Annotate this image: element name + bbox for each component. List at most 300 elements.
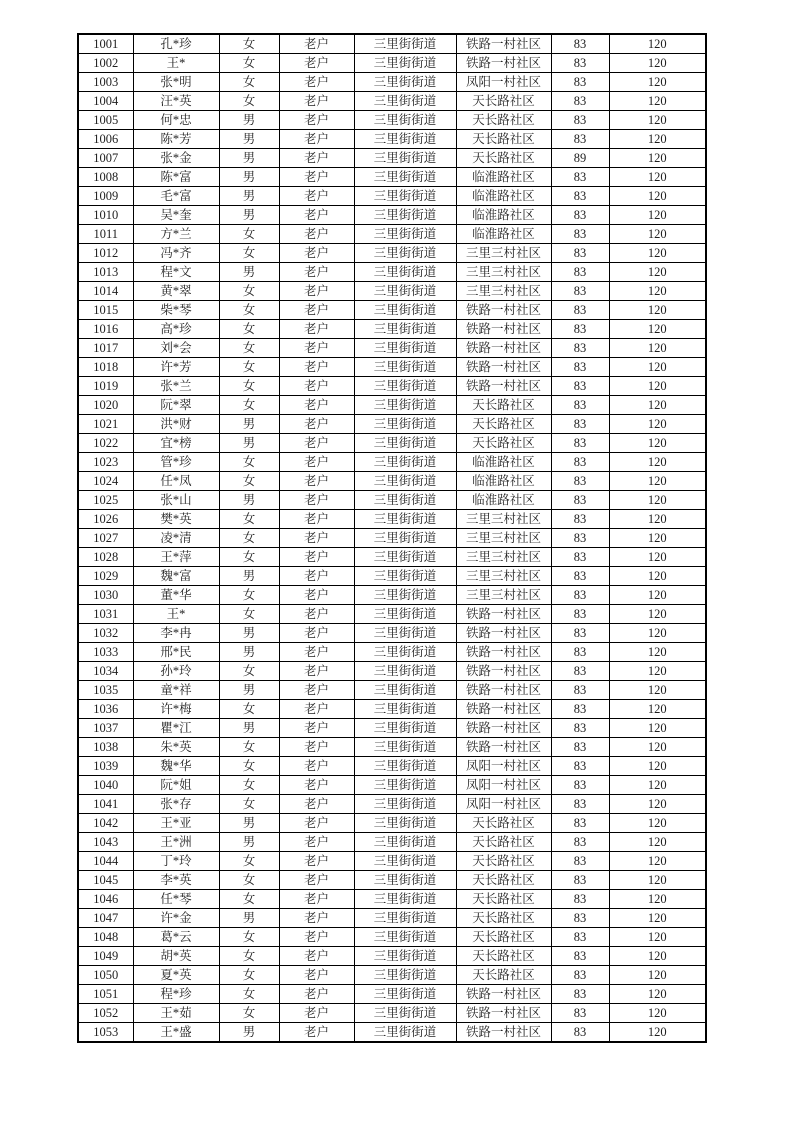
cell-amount: 120 xyxy=(609,1023,706,1043)
cell-gender: 女 xyxy=(219,795,279,814)
cell-amount: 120 xyxy=(609,624,706,643)
cell-street: 三里街街道 xyxy=(354,1023,456,1043)
cell-amount: 120 xyxy=(609,833,706,852)
cell-community: 凤阳一村社区 xyxy=(456,776,551,795)
cell-name: 许*金 xyxy=(133,909,219,928)
cell-age: 83 xyxy=(551,472,609,491)
cell-street: 三里街街道 xyxy=(354,700,456,719)
cell-gender: 女 xyxy=(219,377,279,396)
cell-name: 阮*翠 xyxy=(133,396,219,415)
cell-household-type: 老户 xyxy=(279,605,354,624)
cell-serial-number: 1026 xyxy=(78,510,133,529)
cell-serial-number: 1052 xyxy=(78,1004,133,1023)
cell-gender: 男 xyxy=(219,434,279,453)
cell-community: 铁路一村社区 xyxy=(456,320,551,339)
cell-serial-number: 1011 xyxy=(78,225,133,244)
cell-street: 三里街街道 xyxy=(354,1004,456,1023)
cell-serial-number: 1047 xyxy=(78,909,133,928)
cell-household-type: 老户 xyxy=(279,909,354,928)
cell-name: 王*亚 xyxy=(133,814,219,833)
table-row xyxy=(78,453,706,472)
cell-age: 83 xyxy=(551,776,609,795)
cell-amount: 120 xyxy=(609,814,706,833)
cell-amount: 120 xyxy=(609,73,706,92)
cell-street: 三里街街道 xyxy=(354,719,456,738)
cell-serial-number: 1038 xyxy=(78,738,133,757)
cell-serial-number: 1044 xyxy=(78,852,133,871)
cell-street: 三里街街道 xyxy=(354,567,456,586)
cell-gender: 女 xyxy=(219,92,279,111)
cell-household-type: 老户 xyxy=(279,681,354,700)
cell-name: 何*忠 xyxy=(133,111,219,130)
cell-name: 王* xyxy=(133,605,219,624)
table-row xyxy=(78,34,706,54)
cell-gender: 女 xyxy=(219,396,279,415)
cell-amount: 120 xyxy=(609,966,706,985)
table-row xyxy=(78,491,706,510)
cell-household-type: 老户 xyxy=(279,130,354,149)
cell-gender: 女 xyxy=(219,605,279,624)
cell-household-type: 老户 xyxy=(279,871,354,890)
cell-age: 83 xyxy=(551,491,609,510)
cell-amount: 120 xyxy=(609,301,706,320)
cell-gender: 男 xyxy=(219,187,279,206)
cell-name: 王*洲 xyxy=(133,833,219,852)
table-row xyxy=(78,282,706,301)
cell-street: 三里街街道 xyxy=(354,833,456,852)
cell-amount: 120 xyxy=(609,985,706,1004)
cell-amount: 120 xyxy=(609,529,706,548)
cell-amount: 120 xyxy=(609,472,706,491)
table-row xyxy=(78,1023,706,1043)
table-row xyxy=(78,73,706,92)
cell-age: 83 xyxy=(551,377,609,396)
cell-community: 临淮路社区 xyxy=(456,225,551,244)
table-row xyxy=(78,244,706,263)
cell-street: 三里街街道 xyxy=(354,757,456,776)
cell-gender: 男 xyxy=(219,1023,279,1043)
cell-age: 83 xyxy=(551,985,609,1004)
cell-household-type: 老户 xyxy=(279,434,354,453)
cell-name: 王*萍 xyxy=(133,548,219,567)
cell-name: 童*祥 xyxy=(133,681,219,700)
cell-name: 张*金 xyxy=(133,149,219,168)
cell-age: 83 xyxy=(551,605,609,624)
cell-name: 董*华 xyxy=(133,586,219,605)
table-row xyxy=(78,643,706,662)
cell-amount: 120 xyxy=(609,567,706,586)
cell-age: 83 xyxy=(551,643,609,662)
cell-street: 三里街街道 xyxy=(354,263,456,282)
cell-amount: 120 xyxy=(609,92,706,111)
cell-household-type: 老户 xyxy=(279,833,354,852)
cell-serial-number: 1007 xyxy=(78,149,133,168)
table-row xyxy=(78,795,706,814)
cell-name: 吴*奎 xyxy=(133,206,219,225)
cell-amount: 120 xyxy=(609,244,706,263)
cell-serial-number: 1006 xyxy=(78,130,133,149)
cell-age: 83 xyxy=(551,871,609,890)
cell-gender: 女 xyxy=(219,244,279,263)
cell-community: 临淮路社区 xyxy=(456,491,551,510)
cell-serial-number: 1045 xyxy=(78,871,133,890)
cell-amount: 120 xyxy=(609,643,706,662)
cell-community: 铁路一村社区 xyxy=(456,700,551,719)
cell-gender: 男 xyxy=(219,643,279,662)
cell-name: 柴*琴 xyxy=(133,301,219,320)
cell-name: 凌*清 xyxy=(133,529,219,548)
cell-community: 临淮路社区 xyxy=(456,168,551,187)
cell-serial-number: 1048 xyxy=(78,928,133,947)
cell-serial-number: 1013 xyxy=(78,263,133,282)
table-row xyxy=(78,529,706,548)
cell-age: 83 xyxy=(551,928,609,947)
cell-street: 三里街街道 xyxy=(354,491,456,510)
cell-street: 三里街街道 xyxy=(354,909,456,928)
cell-serial-number: 1032 xyxy=(78,624,133,643)
cell-street: 三里街街道 xyxy=(354,738,456,757)
cell-age: 83 xyxy=(551,130,609,149)
cell-street: 三里街街道 xyxy=(354,453,456,472)
cell-serial-number: 1028 xyxy=(78,548,133,567)
cell-community: 凤阳一村社区 xyxy=(456,73,551,92)
cell-gender: 男 xyxy=(219,415,279,434)
table-row xyxy=(78,871,706,890)
cell-serial-number: 1049 xyxy=(78,947,133,966)
cell-serial-number: 1016 xyxy=(78,320,133,339)
cell-amount: 120 xyxy=(609,130,706,149)
cell-serial-number: 1008 xyxy=(78,168,133,187)
cell-name: 洪*财 xyxy=(133,415,219,434)
cell-street: 三里街街道 xyxy=(354,377,456,396)
cell-street: 三里街街道 xyxy=(354,472,456,491)
cell-community: 铁路一村社区 xyxy=(456,54,551,73)
cell-street: 三里街街道 xyxy=(354,149,456,168)
cell-community: 天长路社区 xyxy=(456,434,551,453)
table-row xyxy=(78,909,706,928)
cell-household-type: 老户 xyxy=(279,339,354,358)
cell-name: 王* xyxy=(133,54,219,73)
cell-gender: 女 xyxy=(219,890,279,909)
cell-street: 三里街街道 xyxy=(354,890,456,909)
cell-serial-number: 1022 xyxy=(78,434,133,453)
cell-community: 铁路一村社区 xyxy=(456,301,551,320)
cell-name: 魏*富 xyxy=(133,567,219,586)
cell-community: 铁路一村社区 xyxy=(456,358,551,377)
cell-amount: 120 xyxy=(609,1004,706,1023)
cell-community: 天长路社区 xyxy=(456,149,551,168)
table-row xyxy=(78,700,706,719)
cell-age: 83 xyxy=(551,339,609,358)
cell-name: 宜*榜 xyxy=(133,434,219,453)
cell-household-type: 老户 xyxy=(279,662,354,681)
cell-age: 83 xyxy=(551,453,609,472)
cell-household-type: 老户 xyxy=(279,985,354,1004)
table-row xyxy=(78,947,706,966)
cell-name: 高*珍 xyxy=(133,320,219,339)
cell-amount: 120 xyxy=(609,719,706,738)
cell-name: 陈*富 xyxy=(133,168,219,187)
cell-gender: 男 xyxy=(219,263,279,282)
cell-street: 三里街街道 xyxy=(354,776,456,795)
cell-name: 樊*英 xyxy=(133,510,219,529)
cell-age: 83 xyxy=(551,320,609,339)
cell-serial-number: 1029 xyxy=(78,567,133,586)
cell-household-type: 老户 xyxy=(279,187,354,206)
cell-name: 王*茹 xyxy=(133,1004,219,1023)
cell-gender: 女 xyxy=(219,339,279,358)
cell-community: 天长路社区 xyxy=(456,833,551,852)
cell-gender: 男 xyxy=(219,624,279,643)
cell-amount: 120 xyxy=(609,700,706,719)
cell-community: 铁路一村社区 xyxy=(456,1023,551,1043)
cell-name: 张*兰 xyxy=(133,377,219,396)
cell-street: 三里街街道 xyxy=(354,225,456,244)
cell-household-type: 老户 xyxy=(279,814,354,833)
cell-community: 临淮路社区 xyxy=(456,472,551,491)
cell-serial-number: 1041 xyxy=(78,795,133,814)
cell-household-type: 老户 xyxy=(279,1004,354,1023)
cell-age: 83 xyxy=(551,510,609,529)
cell-gender: 女 xyxy=(219,700,279,719)
table-row xyxy=(78,681,706,700)
cell-serial-number: 1003 xyxy=(78,73,133,92)
table-row xyxy=(78,890,706,909)
cell-age: 83 xyxy=(551,1023,609,1043)
cell-gender: 女 xyxy=(219,871,279,890)
cell-gender: 女 xyxy=(219,225,279,244)
cell-community: 铁路一村社区 xyxy=(456,34,551,54)
cell-amount: 120 xyxy=(609,225,706,244)
cell-name: 冯*齐 xyxy=(133,244,219,263)
table-row xyxy=(78,168,706,187)
cell-community: 三里三村社区 xyxy=(456,529,551,548)
cell-street: 三里街街道 xyxy=(354,662,456,681)
cell-amount: 120 xyxy=(609,34,706,54)
cell-household-type: 老户 xyxy=(279,529,354,548)
cell-serial-number: 1020 xyxy=(78,396,133,415)
cell-serial-number: 1046 xyxy=(78,890,133,909)
cell-household-type: 老户 xyxy=(279,852,354,871)
cell-gender: 女 xyxy=(219,776,279,795)
cell-age: 83 xyxy=(551,206,609,225)
cell-household-type: 老户 xyxy=(279,92,354,111)
cell-age: 83 xyxy=(551,757,609,776)
cell-community: 天长路社区 xyxy=(456,871,551,890)
cell-community: 铁路一村社区 xyxy=(456,985,551,1004)
cell-serial-number: 1021 xyxy=(78,415,133,434)
cell-community: 三里三村社区 xyxy=(456,263,551,282)
cell-household-type: 老户 xyxy=(279,358,354,377)
table-row xyxy=(78,225,706,244)
cell-name: 张*明 xyxy=(133,73,219,92)
cell-gender: 女 xyxy=(219,662,279,681)
cell-household-type: 老户 xyxy=(279,377,354,396)
table-row xyxy=(78,548,706,567)
cell-amount: 120 xyxy=(609,681,706,700)
table-row xyxy=(78,358,706,377)
table-row xyxy=(78,320,706,339)
cell-gender: 男 xyxy=(219,168,279,187)
cell-serial-number: 1023 xyxy=(78,453,133,472)
table-row xyxy=(78,377,706,396)
table-row xyxy=(78,510,706,529)
cell-age: 83 xyxy=(551,947,609,966)
table-row xyxy=(78,263,706,282)
cell-gender: 女 xyxy=(219,529,279,548)
cell-gender: 男 xyxy=(219,491,279,510)
cell-age: 83 xyxy=(551,434,609,453)
cell-street: 三里街街道 xyxy=(354,415,456,434)
cell-household-type: 老户 xyxy=(279,34,354,54)
cell-amount: 120 xyxy=(609,491,706,510)
cell-gender: 女 xyxy=(219,757,279,776)
cell-household-type: 老户 xyxy=(279,453,354,472)
cell-gender: 男 xyxy=(219,567,279,586)
cell-amount: 120 xyxy=(609,339,706,358)
cell-amount: 120 xyxy=(609,605,706,624)
cell-community: 天长路社区 xyxy=(456,966,551,985)
cell-serial-number: 1040 xyxy=(78,776,133,795)
cell-community: 铁路一村社区 xyxy=(456,1004,551,1023)
cell-street: 三里街街道 xyxy=(354,947,456,966)
cell-age: 83 xyxy=(551,852,609,871)
cell-age: 83 xyxy=(551,529,609,548)
cell-household-type: 老户 xyxy=(279,928,354,947)
cell-household-type: 老户 xyxy=(279,966,354,985)
cell-household-type: 老户 xyxy=(279,73,354,92)
cell-amount: 120 xyxy=(609,909,706,928)
cell-gender: 女 xyxy=(219,586,279,605)
cell-community: 凤阳一村社区 xyxy=(456,795,551,814)
cell-household-type: 老户 xyxy=(279,548,354,567)
cell-street: 三里街街道 xyxy=(354,34,456,54)
cell-community: 天长路社区 xyxy=(456,852,551,871)
cell-amount: 120 xyxy=(609,111,706,130)
cell-household-type: 老户 xyxy=(279,168,354,187)
cell-street: 三里街街道 xyxy=(354,168,456,187)
roster-table xyxy=(77,33,707,1043)
cell-gender: 女 xyxy=(219,472,279,491)
cell-name: 李*英 xyxy=(133,871,219,890)
cell-street: 三里街街道 xyxy=(354,73,456,92)
cell-community: 凤阳一村社区 xyxy=(456,757,551,776)
cell-community: 天长路社区 xyxy=(456,415,551,434)
cell-age: 83 xyxy=(551,92,609,111)
cell-serial-number: 1051 xyxy=(78,985,133,1004)
cell-street: 三里街街道 xyxy=(354,187,456,206)
cell-household-type: 老户 xyxy=(279,149,354,168)
cell-age: 83 xyxy=(551,567,609,586)
cell-household-type: 老户 xyxy=(279,415,354,434)
cell-household-type: 老户 xyxy=(279,491,354,510)
table-row xyxy=(78,776,706,795)
cell-household-type: 老户 xyxy=(279,567,354,586)
cell-name: 瞿*江 xyxy=(133,719,219,738)
cell-age: 83 xyxy=(551,244,609,263)
cell-gender: 男 xyxy=(219,149,279,168)
cell-street: 三里街街道 xyxy=(354,396,456,415)
cell-household-type: 老户 xyxy=(279,624,354,643)
cell-household-type: 老户 xyxy=(279,947,354,966)
cell-name: 邢*民 xyxy=(133,643,219,662)
table-row xyxy=(78,472,706,491)
cell-street: 三里街街道 xyxy=(354,510,456,529)
roster-table-body xyxy=(78,34,706,1042)
cell-amount: 120 xyxy=(609,263,706,282)
cell-serial-number: 1025 xyxy=(78,491,133,510)
cell-serial-number: 1002 xyxy=(78,54,133,73)
cell-household-type: 老户 xyxy=(279,225,354,244)
cell-age: 83 xyxy=(551,168,609,187)
table-row xyxy=(78,567,706,586)
cell-age: 83 xyxy=(551,814,609,833)
cell-community: 铁路一村社区 xyxy=(456,681,551,700)
cell-household-type: 老户 xyxy=(279,700,354,719)
cell-amount: 120 xyxy=(609,282,706,301)
cell-serial-number: 1018 xyxy=(78,358,133,377)
cell-community: 天长路社区 xyxy=(456,130,551,149)
cell-name: 王*盛 xyxy=(133,1023,219,1043)
cell-amount: 120 xyxy=(609,358,706,377)
cell-gender: 女 xyxy=(219,54,279,73)
table-row xyxy=(78,719,706,738)
table-row xyxy=(78,339,706,358)
cell-amount: 120 xyxy=(609,776,706,795)
cell-age: 83 xyxy=(551,1004,609,1023)
cell-age: 83 xyxy=(551,738,609,757)
cell-household-type: 老户 xyxy=(279,738,354,757)
table-row xyxy=(78,662,706,681)
table-row xyxy=(78,111,706,130)
cell-name: 夏*英 xyxy=(133,966,219,985)
cell-community: 铁路一村社区 xyxy=(456,643,551,662)
cell-street: 三里街街道 xyxy=(354,548,456,567)
cell-age: 83 xyxy=(551,719,609,738)
cell-serial-number: 1030 xyxy=(78,586,133,605)
cell-community: 天长路社区 xyxy=(456,890,551,909)
cell-amount: 120 xyxy=(609,586,706,605)
cell-age: 83 xyxy=(551,73,609,92)
cell-community: 天长路社区 xyxy=(456,947,551,966)
cell-community: 临淮路社区 xyxy=(456,453,551,472)
cell-community: 三里三村社区 xyxy=(456,586,551,605)
cell-age: 83 xyxy=(551,396,609,415)
cell-name: 程*文 xyxy=(133,263,219,282)
cell-gender: 女 xyxy=(219,510,279,529)
cell-street: 三里街街道 xyxy=(354,529,456,548)
cell-age: 83 xyxy=(551,700,609,719)
cell-gender: 女 xyxy=(219,73,279,92)
cell-gender: 女 xyxy=(219,320,279,339)
cell-street: 三里街街道 xyxy=(354,301,456,320)
cell-amount: 120 xyxy=(609,453,706,472)
cell-gender: 男 xyxy=(219,833,279,852)
cell-serial-number: 1035 xyxy=(78,681,133,700)
cell-community: 铁路一村社区 xyxy=(456,339,551,358)
cell-community: 天长路社区 xyxy=(456,92,551,111)
cell-community: 天长路社区 xyxy=(456,928,551,947)
cell-street: 三里街街道 xyxy=(354,92,456,111)
table-row xyxy=(78,928,706,947)
cell-gender: 女 xyxy=(219,738,279,757)
cell-name: 阮*姐 xyxy=(133,776,219,795)
cell-gender: 女 xyxy=(219,985,279,1004)
cell-street: 三里街街道 xyxy=(354,244,456,263)
cell-amount: 120 xyxy=(609,738,706,757)
cell-name: 葛*云 xyxy=(133,928,219,947)
cell-household-type: 老户 xyxy=(279,643,354,662)
